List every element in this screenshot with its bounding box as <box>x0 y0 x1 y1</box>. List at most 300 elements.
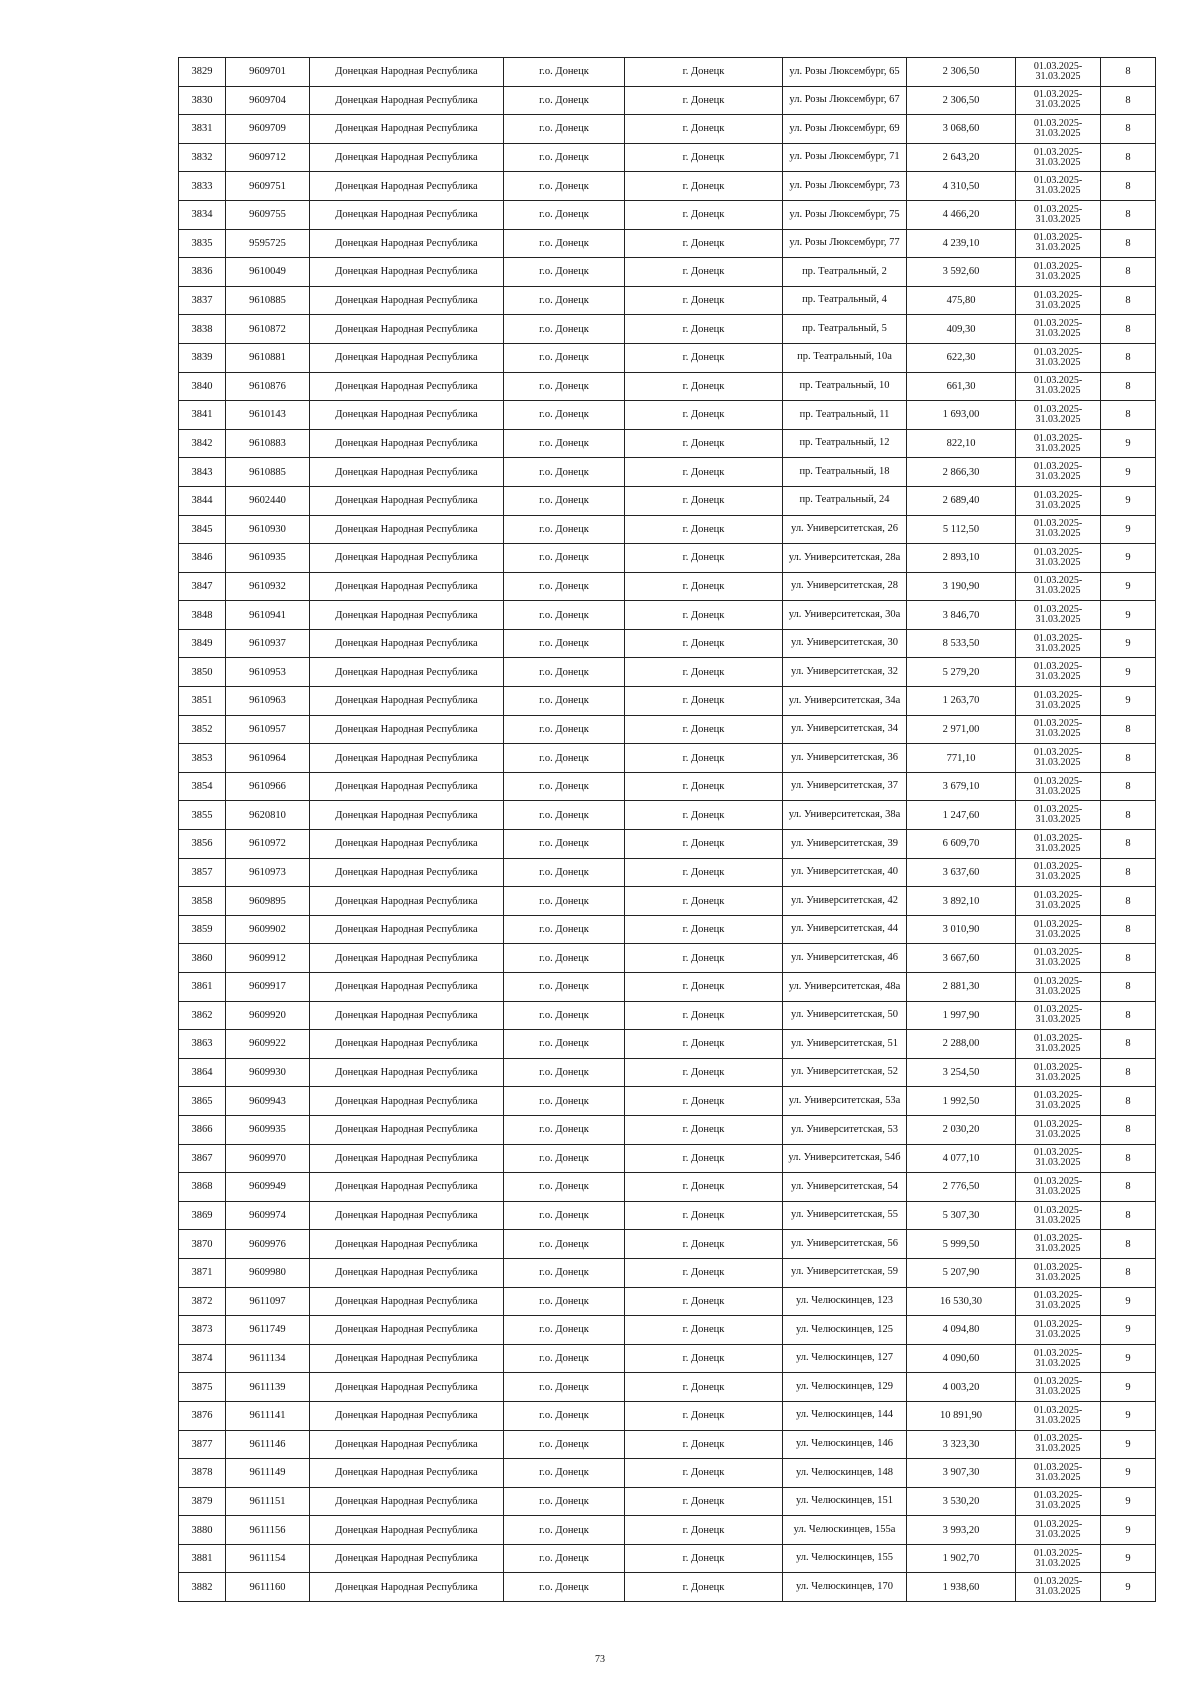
cell-district: г.о. Донецк <box>504 1316 625 1345</box>
cell-row-index: 3845 <box>179 515 226 544</box>
cell-district: г.о. Донецк <box>504 772 625 801</box>
cell-address: пр. Театральный, 24 <box>783 486 907 515</box>
cell-account-number: 9595725 <box>226 229 310 258</box>
cell-group: 9 <box>1101 572 1156 601</box>
cell-district: г.о. Донецк <box>504 830 625 859</box>
cell-city: г. Донецк <box>625 1258 783 1287</box>
cell-area: 5 279,20 <box>907 658 1016 687</box>
cell-city: г. Донецк <box>625 315 783 344</box>
cell-address: пр. Театральный, 2 <box>783 258 907 287</box>
cell-period: 01.03.2025-31.03.2025 <box>1016 486 1101 515</box>
cell-account-number: 9609922 <box>226 1030 310 1059</box>
cell-address: пр. Театральный, 10 <box>783 372 907 401</box>
cell-period: 01.03.2025-31.03.2025 <box>1016 1544 1101 1573</box>
cell-period: 01.03.2025-31.03.2025 <box>1016 601 1101 630</box>
cell-account-number: 9609974 <box>226 1201 310 1230</box>
cell-region: Донецкая Народная Республика <box>310 830 504 859</box>
cell-address: ул. Университетская, 59 <box>783 1258 907 1287</box>
cell-row-index: 3856 <box>179 830 226 859</box>
cell-city: г. Донецк <box>625 1201 783 1230</box>
cell-group: 8 <box>1101 1087 1156 1116</box>
cell-city: г. Донецк <box>625 658 783 687</box>
table-row <box>179 1258 1156 1287</box>
cell-period: 01.03.2025-31.03.2025 <box>1016 372 1101 401</box>
cell-city: г. Донецк <box>625 58 783 87</box>
cell-area: 5 112,50 <box>907 515 1016 544</box>
cell-row-index: 3878 <box>179 1459 226 1488</box>
cell-address: пр. Театральный, 5 <box>783 315 907 344</box>
cell-account-number: 9609704 <box>226 86 310 115</box>
cell-region: Донецкая Народная Республика <box>310 544 504 573</box>
cell-account-number: 9611160 <box>226 1573 310 1602</box>
cell-region: Донецкая Народная Республика <box>310 315 504 344</box>
cell-city: г. Донецк <box>625 1459 783 1488</box>
cell-period: 01.03.2025-31.03.2025 <box>1016 115 1101 144</box>
cell-account-number: 9609895 <box>226 887 310 916</box>
cell-period: 01.03.2025-31.03.2025 <box>1016 1173 1101 1202</box>
cell-district: г.о. Донецк <box>504 887 625 916</box>
cell-address: ул. Розы Люксембург, 73 <box>783 172 907 201</box>
cell-row-index: 3855 <box>179 801 226 830</box>
cell-row-index: 3872 <box>179 1287 226 1316</box>
cell-address: ул. Университетская, 46 <box>783 944 907 973</box>
cell-account-number: 9610883 <box>226 429 310 458</box>
cell-address: ул. Челюскинцев, 144 <box>783 1401 907 1430</box>
cell-address: ул. Университетская, 34а <box>783 687 907 716</box>
cell-account-number: 9611749 <box>226 1316 310 1345</box>
cell-region: Донецкая Народная Республика <box>310 973 504 1002</box>
cell-period: 01.03.2025-31.03.2025 <box>1016 715 1101 744</box>
cell-row-index: 3829 <box>179 58 226 87</box>
cell-district: г.о. Донецк <box>504 372 625 401</box>
cell-region: Донецкая Народная Республика <box>310 1001 504 1030</box>
cell-period: 01.03.2025-31.03.2025 <box>1016 515 1101 544</box>
cell-area: 3 637,60 <box>907 858 1016 887</box>
table-row <box>179 1487 1156 1516</box>
table-row <box>179 658 1156 687</box>
cell-row-index: 3850 <box>179 658 226 687</box>
table-row <box>179 58 1156 87</box>
cell-row-index: 3843 <box>179 458 226 487</box>
cell-group: 9 <box>1101 1573 1156 1602</box>
cell-district: г.о. Донецк <box>504 1030 625 1059</box>
cell-area: 1 247,60 <box>907 801 1016 830</box>
table-row <box>179 1316 1156 1345</box>
cell-district: г.о. Донецк <box>504 1201 625 1230</box>
cell-district: г.о. Донецк <box>504 658 625 687</box>
cell-account-number: 9609701 <box>226 58 310 87</box>
cell-period: 01.03.2025-31.03.2025 <box>1016 1058 1101 1087</box>
table-row <box>179 715 1156 744</box>
cell-region: Донецкая Народная Республика <box>310 258 504 287</box>
table-row <box>179 973 1156 1002</box>
cell-row-index: 3877 <box>179 1430 226 1459</box>
cell-period: 01.03.2025-31.03.2025 <box>1016 315 1101 344</box>
cell-account-number: 9610935 <box>226 544 310 573</box>
cell-city: г. Донецк <box>625 1373 783 1402</box>
cell-group: 8 <box>1101 401 1156 430</box>
cell-district: г.о. Донецк <box>504 486 625 515</box>
table-row <box>179 200 1156 229</box>
cell-address: ул. Университетская, 50 <box>783 1001 907 1030</box>
table-row <box>179 429 1156 458</box>
cell-group: 9 <box>1101 1544 1156 1573</box>
cell-row-index: 3874 <box>179 1344 226 1373</box>
cell-area: 3 892,10 <box>907 887 1016 916</box>
cell-address: ул. Розы Люксембург, 65 <box>783 58 907 87</box>
cell-area: 3 592,60 <box>907 258 1016 287</box>
cell-address: ул. Университетская, 51 <box>783 1030 907 1059</box>
cell-period: 01.03.2025-31.03.2025 <box>1016 1430 1101 1459</box>
cell-district: г.о. Донецк <box>504 1144 625 1173</box>
cell-area: 771,10 <box>907 744 1016 773</box>
cell-row-index: 3834 <box>179 200 226 229</box>
cell-group: 9 <box>1101 1401 1156 1430</box>
cell-row-index: 3852 <box>179 715 226 744</box>
cell-district: г.о. Донецк <box>504 744 625 773</box>
cell-area: 1 997,90 <box>907 1001 1016 1030</box>
cell-region: Донецкая Народная Республика <box>310 1459 504 1488</box>
cell-group: 8 <box>1101 258 1156 287</box>
cell-area: 3 254,50 <box>907 1058 1016 1087</box>
cell-region: Донецкая Народная Республика <box>310 687 504 716</box>
cell-row-index: 3858 <box>179 887 226 916</box>
cell-address: ул. Челюскинцев, 123 <box>783 1287 907 1316</box>
cell-group: 8 <box>1101 1144 1156 1173</box>
cell-group: 8 <box>1101 1001 1156 1030</box>
cell-period: 01.03.2025-31.03.2025 <box>1016 544 1101 573</box>
cell-period: 01.03.2025-31.03.2025 <box>1016 343 1101 372</box>
cell-group: 8 <box>1101 715 1156 744</box>
cell-group: 9 <box>1101 1316 1156 1345</box>
cell-group: 8 <box>1101 772 1156 801</box>
cell-period: 01.03.2025-31.03.2025 <box>1016 1516 1101 1545</box>
cell-district: г.о. Донецк <box>504 801 625 830</box>
cell-row-index: 3830 <box>179 86 226 115</box>
cell-row-index: 3842 <box>179 429 226 458</box>
cell-region: Донецкая Народная Республика <box>310 658 504 687</box>
cell-district: г.о. Донецк <box>504 1115 625 1144</box>
cell-city: г. Донецк <box>625 1058 783 1087</box>
cell-group: 8 <box>1101 1173 1156 1202</box>
cell-region: Донецкая Народная Республика <box>310 401 504 430</box>
cell-region: Донецкая Народная Республика <box>310 944 504 973</box>
cell-address: ул. Розы Люксембург, 75 <box>783 200 907 229</box>
cell-city: г. Донецк <box>625 429 783 458</box>
cell-city: г. Донецк <box>625 1487 783 1516</box>
cell-group: 8 <box>1101 1030 1156 1059</box>
table-row <box>179 1401 1156 1430</box>
cell-group: 8 <box>1101 744 1156 773</box>
table-row <box>179 343 1156 372</box>
cell-district: г.о. Донецк <box>504 1287 625 1316</box>
cell-group: 8 <box>1101 830 1156 859</box>
cell-row-index: 3879 <box>179 1487 226 1516</box>
table-row <box>179 1544 1156 1573</box>
table-row <box>179 401 1156 430</box>
cell-period: 01.03.2025-31.03.2025 <box>1016 1144 1101 1173</box>
cell-region: Донецкая Народная Республика <box>310 1030 504 1059</box>
cell-city: г. Донецк <box>625 1173 783 1202</box>
cell-account-number: 9609935 <box>226 1115 310 1144</box>
cell-city: г. Донецк <box>625 830 783 859</box>
cell-region: Донецкая Народная Республика <box>310 1316 504 1345</box>
cell-account-number: 9611139 <box>226 1373 310 1402</box>
cell-address: пр. Театральный, 4 <box>783 286 907 315</box>
cell-region: Донецкая Народная Республика <box>310 1573 504 1602</box>
cell-address: ул. Университетская, 42 <box>783 887 907 916</box>
cell-address: ул. Университетская, 44 <box>783 915 907 944</box>
cell-area: 2 643,20 <box>907 143 1016 172</box>
cell-account-number: 9609976 <box>226 1230 310 1259</box>
cell-area: 3 323,30 <box>907 1430 1016 1459</box>
cell-period: 01.03.2025-31.03.2025 <box>1016 830 1101 859</box>
table-row <box>179 1144 1156 1173</box>
table-row <box>179 544 1156 573</box>
cell-address: ул. Университетская, 36 <box>783 744 907 773</box>
cell-account-number: 9610937 <box>226 629 310 658</box>
cell-city: г. Донецк <box>625 1001 783 1030</box>
cell-region: Донецкая Народная Республика <box>310 1201 504 1230</box>
cell-group: 8 <box>1101 1201 1156 1230</box>
cell-region: Донецкая Народная Республика <box>310 343 504 372</box>
cell-area: 4 466,20 <box>907 200 1016 229</box>
cell-account-number: 9610930 <box>226 515 310 544</box>
cell-region: Донецкая Народная Республика <box>310 887 504 916</box>
cell-area: 2 866,30 <box>907 458 1016 487</box>
cell-district: г.о. Донецк <box>504 1001 625 1030</box>
cell-address: ул. Университетская, 40 <box>783 858 907 887</box>
cell-account-number: 9609917 <box>226 973 310 1002</box>
cell-row-index: 3846 <box>179 544 226 573</box>
cell-row-index: 3836 <box>179 258 226 287</box>
cell-city: г. Донецк <box>625 772 783 801</box>
cell-region: Донецкая Народная Республика <box>310 172 504 201</box>
cell-period: 01.03.2025-31.03.2025 <box>1016 401 1101 430</box>
cell-address: ул. Университетская, 52 <box>783 1058 907 1087</box>
cell-account-number: 9609920 <box>226 1001 310 1030</box>
cell-account-number: 9610972 <box>226 830 310 859</box>
cell-row-index: 3867 <box>179 1144 226 1173</box>
table-row <box>179 458 1156 487</box>
cell-region: Донецкая Народная Республика <box>310 1516 504 1545</box>
cell-period: 01.03.2025-31.03.2025 <box>1016 973 1101 1002</box>
cell-area: 2 776,50 <box>907 1173 1016 1202</box>
cell-district: г.о. Донецк <box>504 1573 625 1602</box>
cell-row-index: 3837 <box>179 286 226 315</box>
cell-area: 622,30 <box>907 343 1016 372</box>
cell-account-number: 9611141 <box>226 1401 310 1430</box>
cell-row-index: 3881 <box>179 1544 226 1573</box>
cell-account-number: 9611154 <box>226 1544 310 1573</box>
table-row <box>179 744 1156 773</box>
cell-period: 01.03.2025-31.03.2025 <box>1016 172 1101 201</box>
cell-group: 8 <box>1101 973 1156 1002</box>
cell-city: г. Донецк <box>625 915 783 944</box>
cell-period: 01.03.2025-31.03.2025 <box>1016 258 1101 287</box>
cell-address: ул. Розы Люксембург, 77 <box>783 229 907 258</box>
cell-address: ул. Челюскинцев, 151 <box>783 1487 907 1516</box>
cell-city: г. Донецк <box>625 1401 783 1430</box>
table-row <box>179 1058 1156 1087</box>
cell-area: 3 010,90 <box>907 915 1016 944</box>
cell-city: г. Донецк <box>625 1544 783 1573</box>
cell-address: ул. Университетская, 28а <box>783 544 907 573</box>
cell-group: 8 <box>1101 372 1156 401</box>
cell-row-index: 3866 <box>179 1115 226 1144</box>
cell-address: ул. Университетская, 55 <box>783 1201 907 1230</box>
table-row <box>179 572 1156 601</box>
cell-region: Донецкая Народная Республика <box>310 629 504 658</box>
cell-period: 01.03.2025-31.03.2025 <box>1016 944 1101 973</box>
cell-area: 2 893,10 <box>907 544 1016 573</box>
cell-period: 01.03.2025-31.03.2025 <box>1016 658 1101 687</box>
cell-area: 4 090,60 <box>907 1344 1016 1373</box>
cell-account-number: 9611151 <box>226 1487 310 1516</box>
cell-address: ул. Челюскинцев, 125 <box>783 1316 907 1345</box>
cell-account-number: 9609949 <box>226 1173 310 1202</box>
table-row <box>179 801 1156 830</box>
cell-group: 8 <box>1101 1058 1156 1087</box>
cell-district: г.о. Донецк <box>504 1258 625 1287</box>
cell-period: 01.03.2025-31.03.2025 <box>1016 1201 1101 1230</box>
cell-district: г.о. Донецк <box>504 429 625 458</box>
cell-city: г. Донецк <box>625 86 783 115</box>
cell-period: 01.03.2025-31.03.2025 <box>1016 429 1101 458</box>
cell-row-index: 3860 <box>179 944 226 973</box>
cell-region: Донецкая Народная Республика <box>310 744 504 773</box>
cell-period: 01.03.2025-31.03.2025 <box>1016 229 1101 258</box>
cell-area: 3 679,10 <box>907 772 1016 801</box>
cell-area: 3 068,60 <box>907 115 1016 144</box>
cell-period: 01.03.2025-31.03.2025 <box>1016 1258 1101 1287</box>
cell-address: ул. Розы Люксембург, 67 <box>783 86 907 115</box>
cell-period: 01.03.2025-31.03.2025 <box>1016 1287 1101 1316</box>
cell-district: г.о. Донецк <box>504 1516 625 1545</box>
cell-region: Донецкая Народная Республика <box>310 143 504 172</box>
table-row <box>179 1201 1156 1230</box>
cell-group: 9 <box>1101 544 1156 573</box>
cell-row-index: 3841 <box>179 401 226 430</box>
cell-city: г. Донецк <box>625 973 783 1002</box>
cell-address: ул. Челюскинцев, 127 <box>783 1344 907 1373</box>
cell-region: Донецкая Народная Республика <box>310 515 504 544</box>
cell-district: г.о. Донецк <box>504 401 625 430</box>
cell-group: 8 <box>1101 286 1156 315</box>
cell-group: 8 <box>1101 343 1156 372</box>
table-row <box>179 1344 1156 1373</box>
cell-region: Донецкая Народная Республика <box>310 1344 504 1373</box>
table-row <box>179 1516 1156 1545</box>
cell-district: г.о. Донецк <box>504 143 625 172</box>
cell-address: ул. Университетская, 56 <box>783 1230 907 1259</box>
cell-city: г. Донецк <box>625 1344 783 1373</box>
cell-city: г. Донецк <box>625 343 783 372</box>
cell-row-index: 3875 <box>179 1373 226 1402</box>
cell-period: 01.03.2025-31.03.2025 <box>1016 687 1101 716</box>
cell-row-index: 3870 <box>179 1230 226 1259</box>
cell-period: 01.03.2025-31.03.2025 <box>1016 143 1101 172</box>
cell-city: г. Донецк <box>625 1087 783 1116</box>
cell-district: г.о. Донецк <box>504 200 625 229</box>
cell-row-index: 3868 <box>179 1173 226 1202</box>
table-row <box>179 629 1156 658</box>
cell-row-index: 3839 <box>179 343 226 372</box>
cell-period: 01.03.2025-31.03.2025 <box>1016 1487 1101 1516</box>
cell-region: Донецкая Народная Республика <box>310 458 504 487</box>
cell-area: 4 094,80 <box>907 1316 1016 1345</box>
cell-city: г. Донецк <box>625 687 783 716</box>
cell-area: 4 310,50 <box>907 172 1016 201</box>
cell-area: 2 306,50 <box>907 58 1016 87</box>
cell-region: Донецкая Народная Республика <box>310 429 504 458</box>
cell-region: Донецкая Народная Республика <box>310 1230 504 1259</box>
cell-district: г.о. Донецк <box>504 172 625 201</box>
cell-row-index: 3864 <box>179 1058 226 1087</box>
cell-account-number: 9611156 <box>226 1516 310 1545</box>
cell-city: г. Донецк <box>625 858 783 887</box>
cell-district: г.о. Донецк <box>504 1430 625 1459</box>
cell-address: ул. Университетская, 30а <box>783 601 907 630</box>
cell-group: 8 <box>1101 1258 1156 1287</box>
cell-account-number: 9611146 <box>226 1430 310 1459</box>
cell-address: ул. Челюскинцев, 155 <box>783 1544 907 1573</box>
cell-area: 475,80 <box>907 286 1016 315</box>
cell-row-index: 3863 <box>179 1030 226 1059</box>
cell-group: 9 <box>1101 1287 1156 1316</box>
cell-area: 6 609,70 <box>907 830 1016 859</box>
table-row <box>179 1373 1156 1402</box>
cell-region: Донецкая Народная Республика <box>310 772 504 801</box>
cell-city: г. Донецк <box>625 601 783 630</box>
cell-period: 01.03.2025-31.03.2025 <box>1016 458 1101 487</box>
cell-row-index: 3840 <box>179 372 226 401</box>
cell-group: 8 <box>1101 143 1156 172</box>
cell-district: г.о. Донецк <box>504 458 625 487</box>
cell-period: 01.03.2025-31.03.2025 <box>1016 887 1101 916</box>
cell-account-number: 9609943 <box>226 1087 310 1116</box>
cell-city: г. Донецк <box>625 458 783 487</box>
table-row <box>179 1573 1156 1602</box>
cell-row-index: 3853 <box>179 744 226 773</box>
cell-group: 9 <box>1101 486 1156 515</box>
cell-group: 8 <box>1101 915 1156 944</box>
cell-district: г.о. Донецк <box>504 115 625 144</box>
cell-group: 8 <box>1101 858 1156 887</box>
cell-city: г. Донецк <box>625 544 783 573</box>
cell-account-number: 9611149 <box>226 1459 310 1488</box>
cell-address: ул. Университетская, 34 <box>783 715 907 744</box>
table-body <box>179 58 1156 1602</box>
cell-district: г.о. Донецк <box>504 715 625 744</box>
table-row <box>179 172 1156 201</box>
cell-city: г. Донецк <box>625 286 783 315</box>
cell-account-number: 9609755 <box>226 200 310 229</box>
cell-account-number: 9609751 <box>226 172 310 201</box>
table-row <box>179 887 1156 916</box>
cell-account-number: 9609712 <box>226 143 310 172</box>
cell-area: 3 190,90 <box>907 572 1016 601</box>
cell-address: ул. Челюскинцев, 129 <box>783 1373 907 1402</box>
cell-city: г. Донецк <box>625 1287 783 1316</box>
cell-group: 9 <box>1101 458 1156 487</box>
cell-period: 01.03.2025-31.03.2025 <box>1016 1316 1101 1345</box>
cell-period: 01.03.2025-31.03.2025 <box>1016 744 1101 773</box>
cell-district: г.о. Донецк <box>504 572 625 601</box>
cell-address: пр. Театральный, 18 <box>783 458 907 487</box>
cell-period: 01.03.2025-31.03.2025 <box>1016 1344 1101 1373</box>
cell-area: 409,30 <box>907 315 1016 344</box>
